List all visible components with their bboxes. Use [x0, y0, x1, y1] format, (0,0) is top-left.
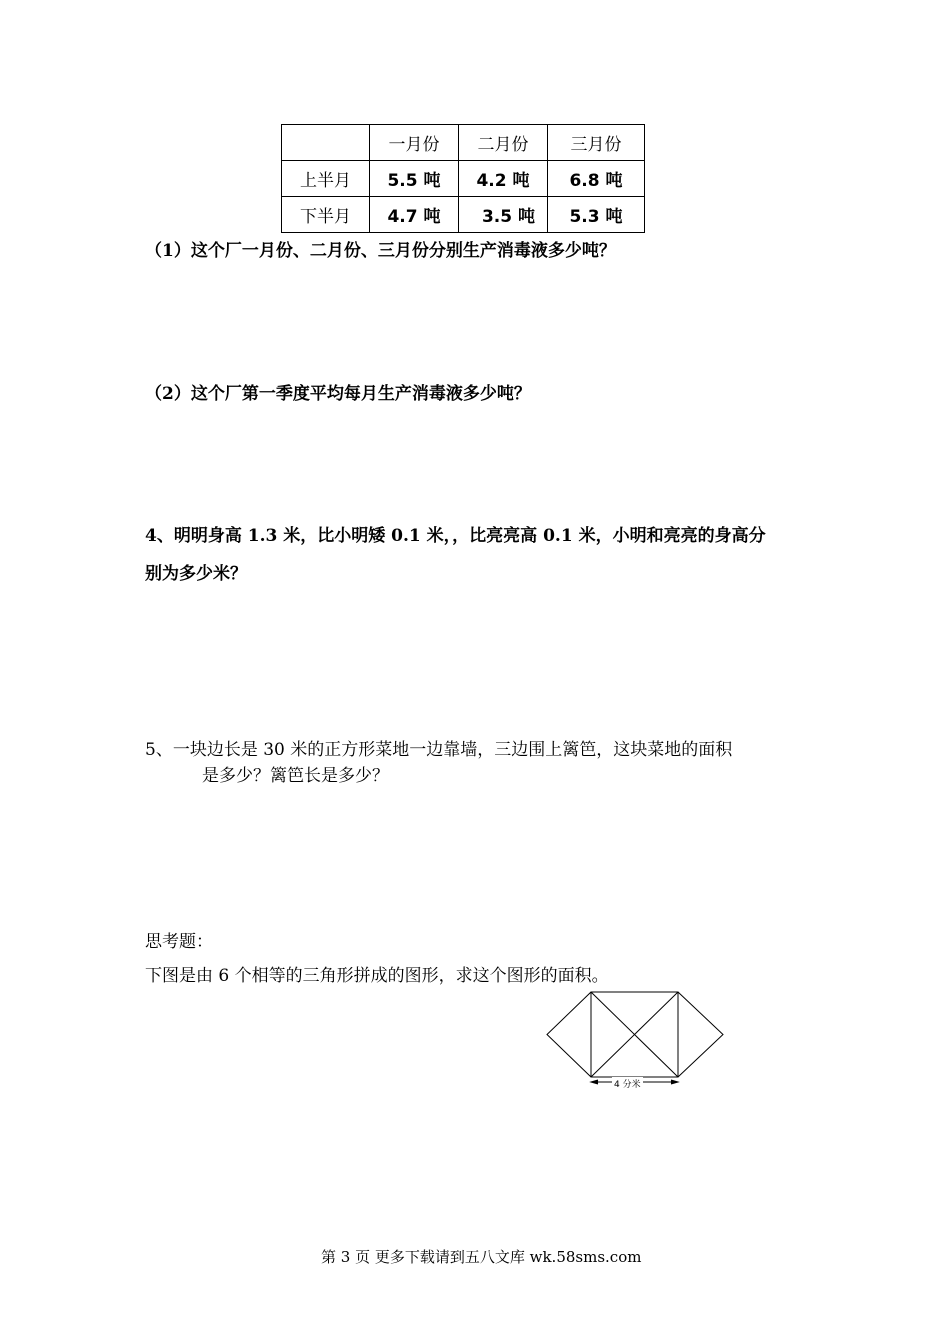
- question-4-line1: 4、明明身高 1.3 米，比小明矮 0.1 米，，比亮亮高 0.1 米，小明和亮亮的身高分: [145, 526, 766, 546]
- table-cell: 3.5 吨: [459, 197, 548, 233]
- triangle-figure: [540, 985, 730, 1090]
- question-5-line2: 是多少？篱笆长是多少？: [202, 766, 389, 786]
- table-header-row: [282, 125, 645, 161]
- think-title: 思考题：: [145, 932, 213, 952]
- figure-right-triangle: [678, 992, 723, 1077]
- table-cell: 5.3 吨: [548, 197, 645, 233]
- page-footer: 第 3 页 更多下载请到五八文库 wk.58sms.com: [321, 1248, 642, 1266]
- dimension-label: 4 分米: [612, 1077, 643, 1090]
- table-row-label: 下半月: [282, 197, 370, 233]
- dimension-arrow-left: [591, 1080, 598, 1084]
- table-header-cell: 二月份: [459, 125, 548, 161]
- question-5-line1: 5、一块边长是 30 米的正方形菜地一边靠墙，三边围上篱笆，这块菜地的面积: [145, 740, 733, 760]
- question-3-2: （2）这个厂第一季度平均每月生产消毒液多少吨？: [145, 384, 531, 404]
- production-table: [281, 124, 645, 233]
- table-row: [282, 161, 645, 197]
- table-header-cell: 三月份: [548, 125, 645, 161]
- table-cell: 4.7 吨: [370, 197, 459, 233]
- table-header-cell: 一月份: [370, 125, 459, 161]
- think-question: 下图是由 6 个相等的三角形拼成的图形，求这个图形的面积。: [145, 966, 609, 986]
- dimension-arrow-right: [671, 1080, 678, 1084]
- question-3-1: （1）这个厂一月份、二月份、三月份分别生产消毒液多少吨？: [145, 241, 616, 261]
- table-row-label: 上半月: [282, 161, 370, 197]
- figure-left-triangle: [547, 992, 591, 1077]
- table-cell: 6.8 吨: [548, 161, 645, 197]
- question-4-line2: 别为多少米？: [145, 564, 247, 584]
- table-header-cell: [282, 125, 370, 161]
- table-row: [282, 197, 645, 233]
- table-cell: 5.5 吨: [370, 161, 459, 197]
- table-cell: 4.2 吨: [459, 161, 548, 197]
